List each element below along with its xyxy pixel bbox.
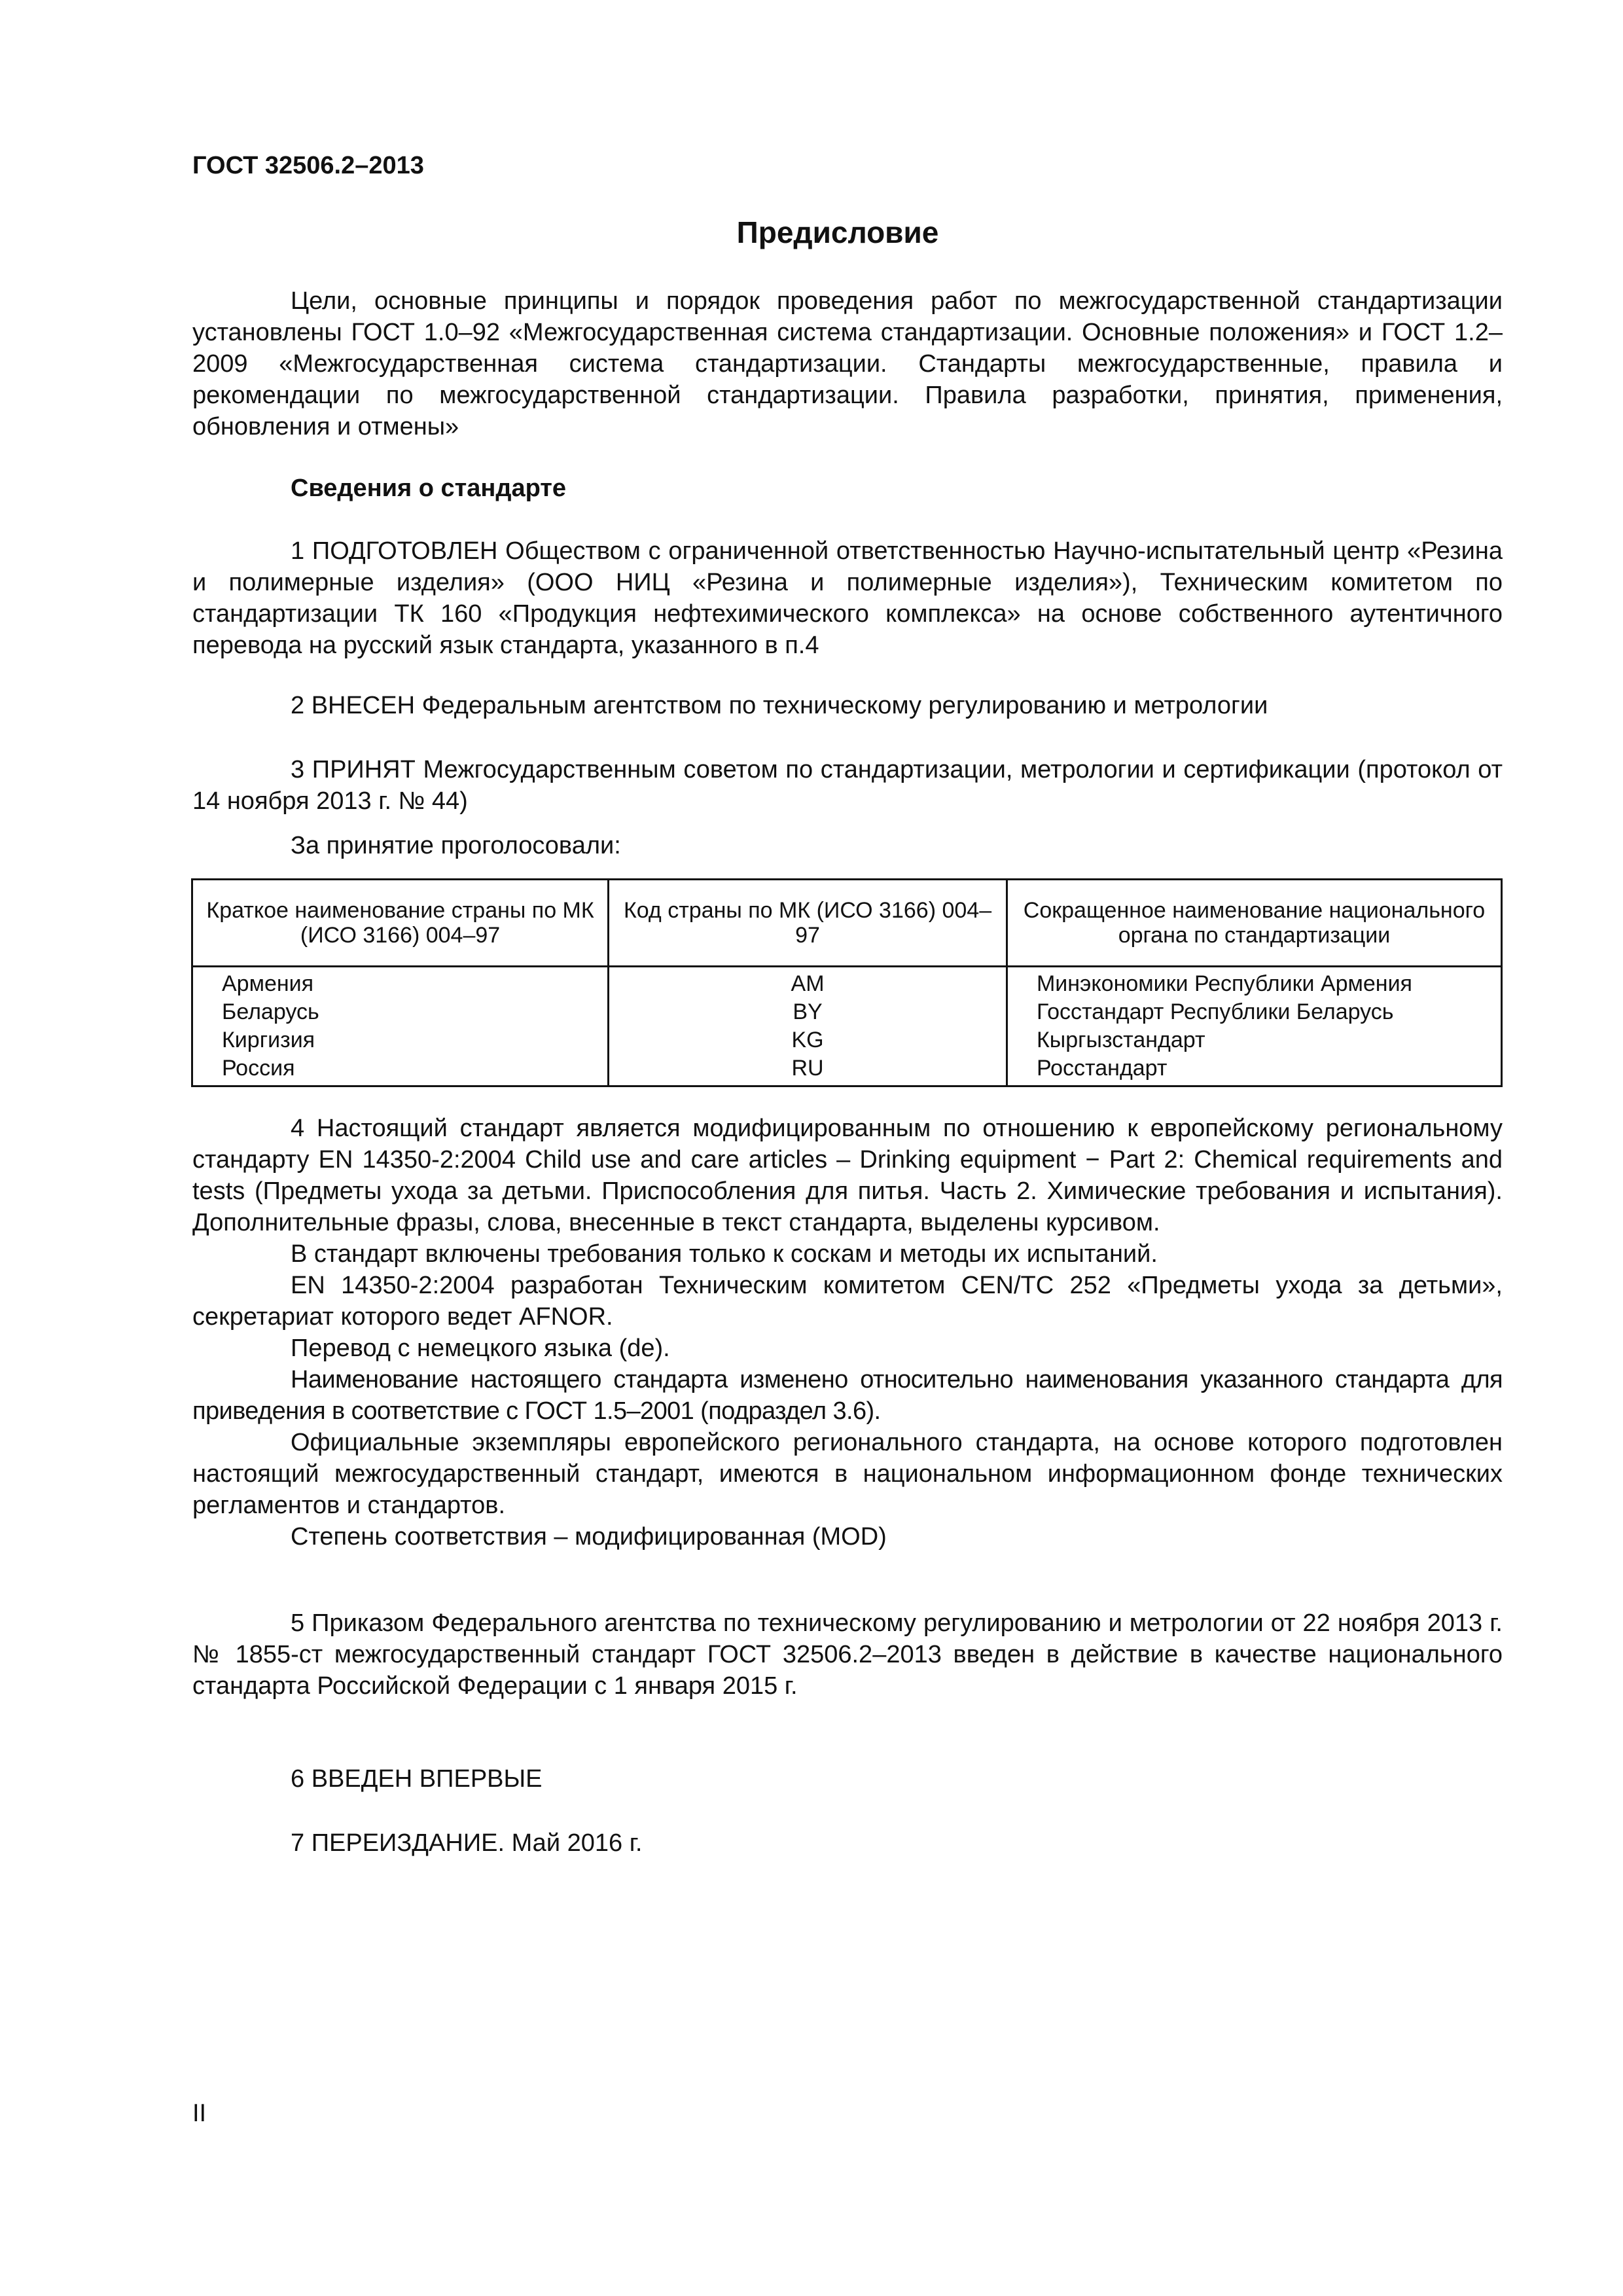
country-cell: Армения [192,967,609,999]
page-number: II [192,2100,207,2127]
body-cell: Росстандарт [1007,1054,1501,1086]
body-cell: Кыргызстандарт [1007,1026,1501,1054]
body-cell: Госстандарт Республики Беларусь [1007,998,1501,1026]
page-title: Предисловие [736,215,939,249]
item-6-line: 6 ВВЕДЕН ВПЕРВЫЕ [291,1765,543,1793]
intro-paragraph: Цели, основные принципы и порядок проведения работ по межгосударственной стандартизации установлены ГОСТ 1.0–92 «Межгосударственная система стандартизации. Основные положения» и ГОСТ 1.2–2009 «Межгосударственная система стандартизации. Стандарты межгосударственные, правила и рекомендации по межгосударственной стандартизации. Правила разработки, принятия, применения, обновления и отмены» [192,287,1503,440]
item-5-paragraph: 5 Приказом Федерального агентства по техническому регулированию и метрологии от 22 ноября 2013 г. № 1855-ст межгосударственный стандарт ГОСТ 32506.2–2013 введен в действие в качестве национального стандарта Российской Федерации с 1 января 2015 г. [192,1609,1503,1700]
table-row [192,967,1502,999]
item-4-committee-paragraph: EN 14350-2:2004 разработан Техническим комитетом CEN/TC 252 «Предметы ухода за детьми», секретариат которого ведет AFNOR. [192,1272,1503,1331]
code-cell: RU [609,1054,1007,1086]
section-heading: Сведения о стандарте [291,475,567,502]
code-cell: BY [609,998,1007,1026]
country-cell: Беларусь [192,998,609,1026]
header-national-body: Сокращенное наименование национального органа по стандартизации [1007,880,1501,967]
item-4-block [192,1113,1503,1552]
item-4-official-copies-paragraph: Официальные экземпляры европейского регионального стандарта, на основе которого подготовлен настоящий межгосударственный стандарт, имеются в национальном информационном фонде технических регламентов и стандартов. [192,1429,1503,1519]
country-cell: Киргизия [192,1026,609,1054]
document-id-header: ГОСТ 32506.2–2013 [192,152,424,179]
voting-table [191,878,1503,1087]
code-cell: AM [609,967,1007,999]
item-4-translation-line: Перевод с немецкого языка (de). [291,1335,670,1362]
header-country-name: Краткое наименование страны по МК (ИСО 3166) 004–97 [192,880,609,967]
item-4-scope-line: В стандарт включены требования только к соскам и методы их испытаний. [291,1240,1158,1268]
vote-intro: За принятие проголосовали: [291,832,621,859]
item-4-title-change-paragraph: Наименование настоящего стандарта изменено относительно наименования указанного стандарта для приведения в соответствие с ГОСТ 1.5–2001 (подраздел 3.6). [192,1366,1503,1425]
table-header-row [192,880,1502,967]
item-7-line: 7 ПЕРЕИЗДАНИЕ. Май 2016 г. [291,1829,643,1857]
code-cell: KG [609,1026,1007,1054]
header-country-code: Код страны по МК (ИСО 3166) 004–97 [609,880,1007,967]
item-4-degree-line: Степень соответствия – модифицированная (MOD) [291,1523,887,1551]
item-1-paragraph: 1 ПОДГОТОВЛЕН Обществом с ограниченной ответственностью Научно-испытательный центр «Резина и полимерные изделия» (ООО НИЦ «Резина и полимерные изделия»), Техническим комитетом по стандартизации ТК 160 «Продукция нефтехимического комплекса» на основе собственного аутентичного перевода на русский язык стандарта, указанного в п.4 [192,537,1503,659]
table-row [192,1054,1502,1086]
table-row [192,998,1502,1026]
country-cell: Россия [192,1054,609,1086]
item-3-paragraph: 3 ПРИНЯТ Межгосударственным советом по стандартизации, метрологии и сертификации (протокол от 14 ноября 2013 г. № 44) [192,756,1503,815]
item-4-paragraph: 4 Настоящий стандарт является модифицированным по отношению к европейскому региональному стандарту EN 14350-2:2004 Child use and care articles – Drinking equipment − Part 2: Chemical requirements and tests (Предметы ухода за детьми. Приспособления для питья. Часть 2. Химические требования и испытания). Дополнительные фразы, слова, внесенные в текст стандарта, выделены курсивом. [192,1115,1503,1236]
table-row [192,1026,1502,1054]
body-cell: Минэкономики Республики Армения [1007,967,1501,999]
item-2-paragraph: 2 ВНЕСЕН Федеральным агентством по техническому регулированию и метрологии [291,692,1268,719]
